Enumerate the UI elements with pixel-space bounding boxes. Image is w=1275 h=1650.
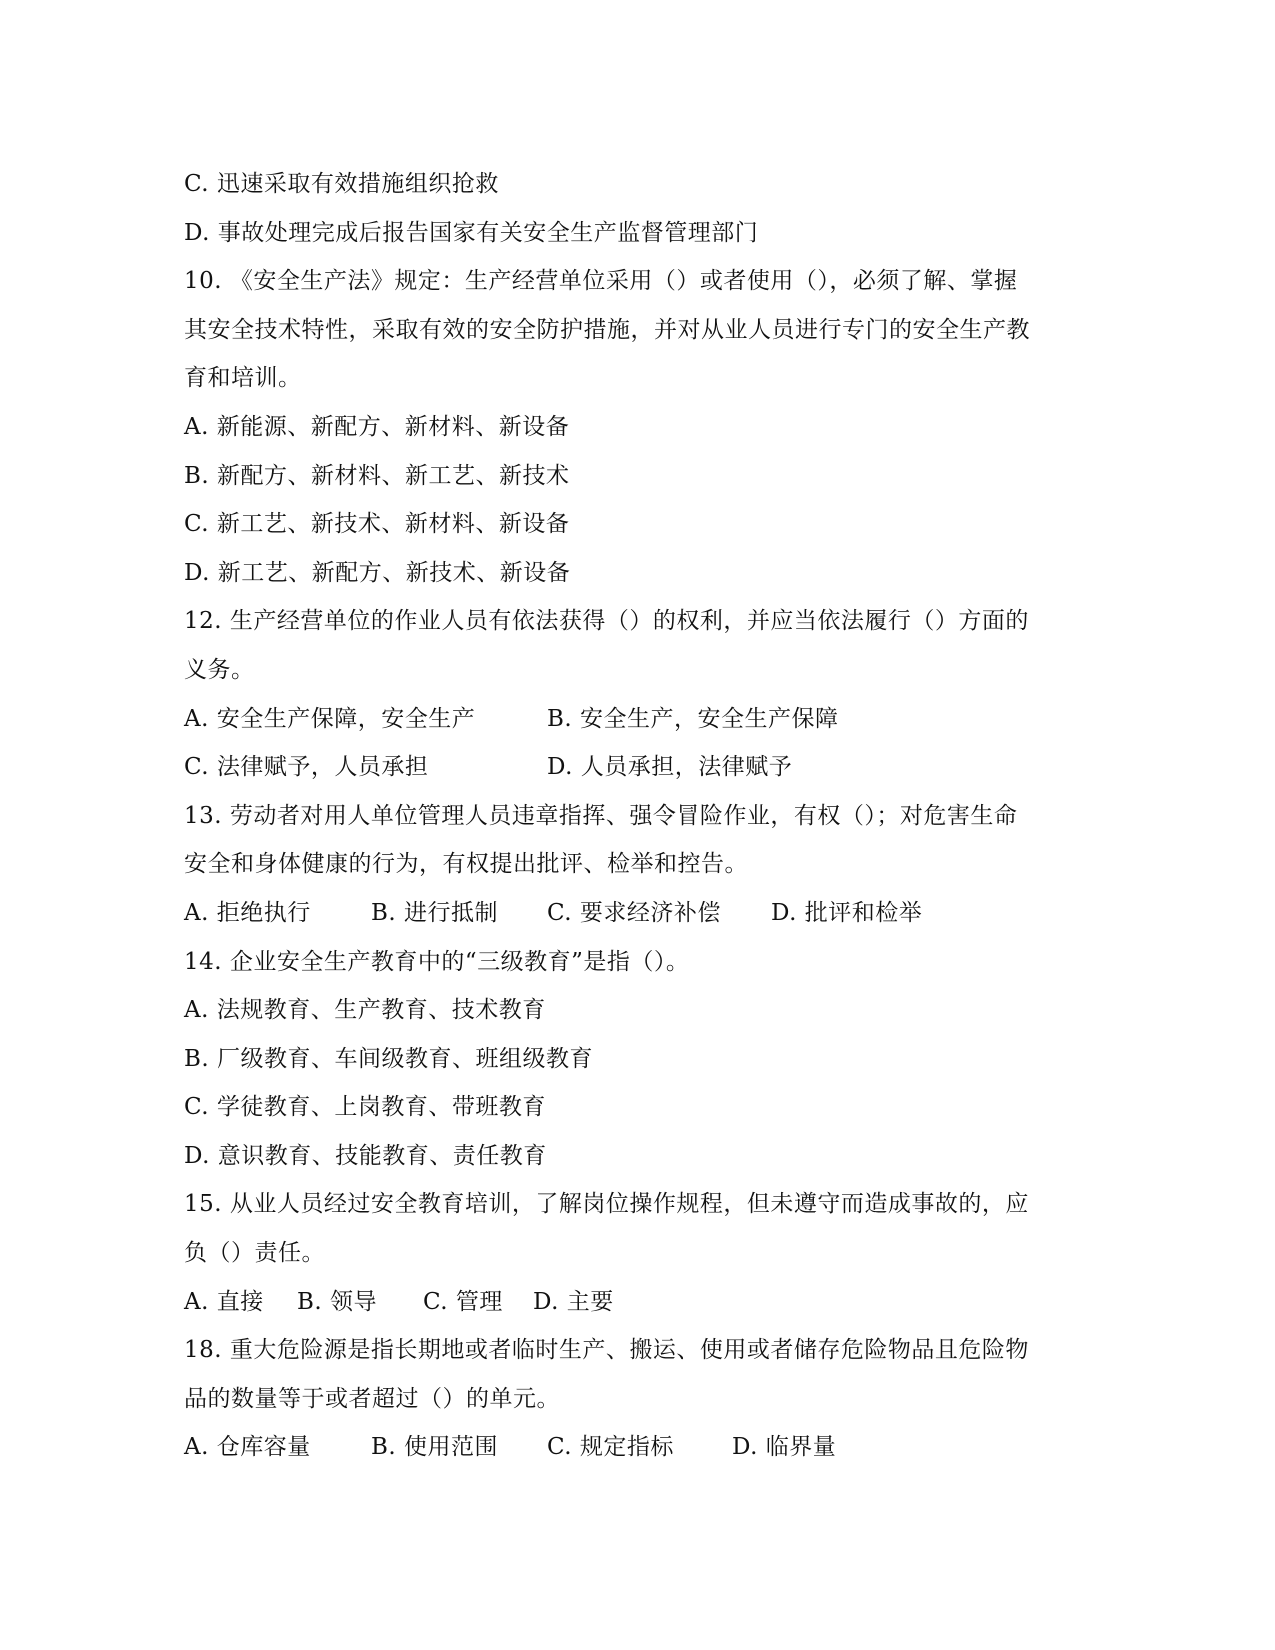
q10-option-a: A. 新能源、新配方、新材料、新设备 [184,413,570,440]
q18-option-b: B. 使用范围 [371,1434,499,1461]
q14-option-c: C. 学徒教育、上岗教育、带班教育 [184,1094,546,1121]
q18-stem-line-2: 品的数量等于或者超过（）的单元。 [184,1385,560,1412]
q10-stem-line-3: 育和培训。 [184,365,302,392]
q15-option-d: D. 主要 [533,1288,614,1315]
document-page [184,160,1089,1472]
q12-options-row-1 [184,695,1089,744]
q15-options-row [184,1278,1089,1327]
q12-stem-line-1: 12. 生产经营单位的作业人员有依法获得（）的权利，并应当依法履行（）方面的 [184,608,1029,635]
q10-option-b: B. 新配方、新材料、新工艺、新技术 [184,462,570,489]
q15-option-b: B. 领导 [297,1288,378,1315]
q12-option-c: C. 法律赋予，人员承担 [184,754,429,781]
q9-option-d: D. 事故处理完成后报告国家有关安全生产监督管理部门 [184,219,759,246]
q15-option-c: C. 管理 [423,1288,503,1315]
q18-options-row [184,1423,1089,1472]
q18-option-d: D. 临界量 [732,1434,837,1461]
q13-option-b: B. 进行抵制 [371,899,499,926]
q14-option-d: D. 意识教育、技能教育、责任教育 [184,1142,547,1169]
q12-option-b: B. 安全生产，安全生产保障 [547,705,839,732]
q13-option-a: A. 拒绝执行 [184,899,311,926]
q10-stem-line-1: 10. 《安全生产法》规定：生产经营单位采用（）或者使用（），必须了解、掌握 [184,268,1018,295]
q13-options-row [184,889,1089,938]
q15-stem-line-1: 15. 从业人员经过安全教育培训，了解岗位操作规程，但未遵守而造成事故的，应 [184,1191,1029,1218]
q12-options-row-2 [184,743,1089,792]
q12-stem-line-2: 义务。 [184,656,255,683]
q14-option-a: A. 法规教育、生产教育、技术教育 [184,997,546,1024]
q15-option-a: A. 直接 [184,1288,264,1315]
q9-option-c: C. 迅速采取有效措施组织抢救 [184,171,499,197]
q14-option-b: B. 厂级教育、车间级教育、班组级教育 [184,1045,594,1072]
q10-option-d: D. 新工艺、新配方、新技术、新设备 [184,559,571,586]
q18-stem-line-1: 18. 重大危险源是指长期地或者临时生产、搬运、使用或者储存危险物品且危险物 [184,1337,1029,1364]
q13-stem-line-2: 安全和身体健康的行为，有权提出批评、检举和控告。 [184,851,748,878]
q14-stem: 14. 企业安全生产教育中的“三级教育”是指（）。 [184,948,690,975]
q18-option-a: A. 仓库容量 [184,1434,311,1461]
q10-stem-line-2: 其安全技术特性，采取有效的安全防护措施，并对从业人员进行专门的安全生产教 [184,316,1030,343]
q12-option-d: D. 人员承担，法律赋予 [547,754,793,781]
q13-stem-line-1: 13. 劳动者对用人单位管理人员违章指挥、强令冒险作业，有权（）；对危害生命 [184,802,1018,829]
q15-stem-line-2: 负（）责任。 [184,1240,325,1267]
q13-option-d: D. 批评和检举 [771,899,923,926]
q12-option-a: A. 安全生产保障，安全生产 [184,705,476,732]
q10-option-c: C. 新工艺、新技术、新材料、新设备 [184,511,570,538]
q18-option-c: C. 规定指标 [547,1434,674,1461]
q13-option-c: C. 要求经济补偿 [547,899,721,926]
